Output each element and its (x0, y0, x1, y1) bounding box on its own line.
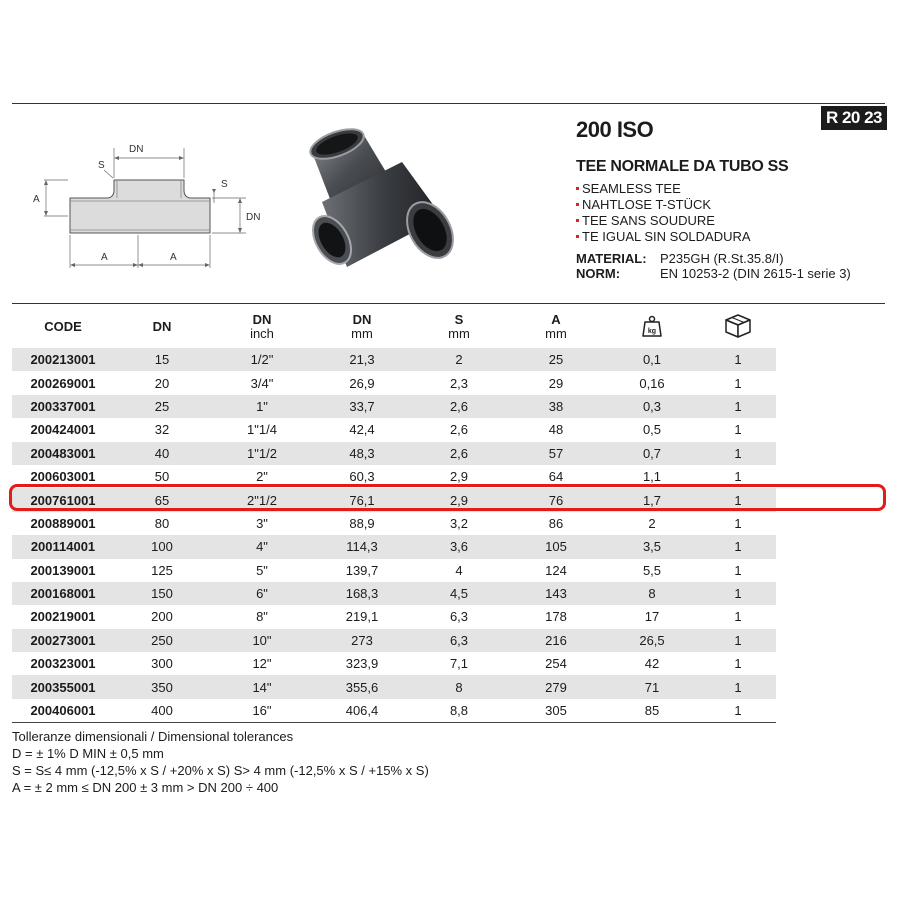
cell-inch: 16" (210, 699, 314, 723)
cell-mm: 323,9 (345, 656, 379, 672)
cell-dn: 250 (114, 629, 210, 652)
cell-inch: 14" (210, 675, 314, 698)
translation-de: NAHTLOSE T-STÜCK (576, 197, 751, 213)
cell-a: 38 (508, 395, 604, 418)
col-s: S mm (448, 312, 470, 341)
cell-a: 279 (508, 675, 604, 698)
cell-a: 124 (545, 562, 567, 578)
translation-en: SEAMLESS TEE (576, 181, 751, 197)
box-icon (723, 313, 753, 339)
cell-a: 105 (508, 535, 604, 558)
translation-es: TE IGUAL SIN SOLDADURA (576, 229, 751, 245)
translation-fr: TEE SANS SOUDURE (576, 213, 751, 229)
col-dn: DN (152, 319, 172, 334)
cell-code: 200406001 (12, 699, 114, 723)
cell-dn: 400 (114, 699, 210, 723)
cell-kg: 3,5 (604, 535, 700, 558)
cell-s: 2,9 (449, 469, 469, 485)
note-d: D = ± 1% D MIN ± 0,5 mm (12, 746, 164, 761)
product-table (12, 306, 776, 723)
highlight-frame (9, 484, 886, 511)
cell-kg: 71 (604, 675, 700, 698)
cell-inch: 2"1/2 (210, 488, 314, 511)
cell-code: 200889001 (30, 515, 96, 531)
cell-a: 57 (508, 442, 604, 465)
cell-s: 2,9 (410, 488, 508, 511)
cell-dn: 200 (151, 609, 173, 625)
cell-kg: 0,16 (639, 375, 665, 391)
cell-s: 2,3 (449, 375, 469, 391)
cell-mm: 168,3 (314, 582, 410, 605)
cell-s: 8 (410, 675, 508, 698)
cell-code: 200761001 (12, 488, 114, 511)
cell-inch: 10" (210, 629, 314, 652)
cell-s: 2,6 (410, 395, 508, 418)
product-subtitle: TEE NORMALE DA TUBO SS (576, 158, 789, 175)
cell-pack: 1 (700, 395, 776, 418)
table-row (12, 675, 776, 698)
cell-inch: 1/2" (210, 348, 314, 371)
cell-s: 6,3 (449, 609, 469, 625)
cell-dn: 150 (114, 582, 210, 605)
svg-text:kg: kg (647, 327, 657, 335)
cell-dn: 20 (154, 375, 170, 391)
cell-kg: 85 (604, 699, 700, 723)
cell-pack: 1 (700, 535, 776, 558)
cell-s: 6,3 (410, 629, 508, 652)
table-row (12, 418, 776, 441)
cell-mm: 219,1 (345, 609, 379, 625)
cell-mm: 273 (314, 629, 410, 652)
kg-weight-icon (642, 315, 662, 337)
cell-inch: 3/4" (250, 375, 274, 391)
table-row (12, 699, 776, 723)
table-row (12, 348, 776, 371)
cell-dn: 40 (114, 442, 210, 465)
cell-s: 4,5 (410, 582, 508, 605)
note-a: A = ± 2 mm ≤ DN 200 ± 3 mm > DN 200 ÷ 400 (12, 780, 279, 795)
col-dn-inch: DN inch (250, 312, 274, 341)
section-divider (12, 303, 885, 304)
cell-kg: 42 (644, 656, 660, 672)
cell-pack: 1 (734, 422, 742, 438)
cell-mm: 48,3 (314, 442, 410, 465)
cell-dn: 125 (151, 562, 173, 578)
cell-pack: 1 (734, 562, 742, 578)
cell-s: 8,8 (410, 699, 508, 723)
cell-pack: 1 (700, 348, 776, 371)
cell-mm: 26,9 (349, 375, 375, 391)
s-top-label: S (98, 160, 105, 171)
top-divider (12, 103, 885, 104)
col-weight (604, 306, 700, 348)
cell-code: 200424001 (30, 422, 96, 438)
cell-kg: 0,1 (604, 348, 700, 371)
cell-kg: 5,5 (642, 562, 662, 578)
cell-pack: 1 (734, 375, 742, 391)
cell-code: 200483001 (12, 442, 114, 465)
cell-a: 76 (508, 488, 604, 511)
cell-a: 48 (548, 422, 564, 438)
cell-dn: 100 (114, 535, 210, 558)
cell-inch: 1"1/2 (210, 442, 314, 465)
a-bottom-right-label: A (170, 252, 177, 263)
cell-mm: 88,9 (349, 515, 375, 531)
cell-kg: 0,3 (604, 395, 700, 418)
cell-mm: 21,3 (314, 348, 410, 371)
cell-code: 200269001 (30, 375, 96, 391)
cell-a: 305 (508, 699, 604, 723)
cell-kg: 1,7 (604, 488, 700, 511)
table-row (12, 605, 776, 628)
cell-kg: 2 (648, 515, 656, 531)
cell-s: 4 (455, 562, 463, 578)
cell-pack: 1 (700, 582, 776, 605)
cell-code: 200168001 (12, 582, 114, 605)
a-left-label: A (33, 194, 40, 205)
cell-code: 200139001 (30, 562, 96, 578)
cell-mm: 33,7 (314, 395, 410, 418)
cell-code: 200323001 (30, 656, 96, 672)
note-s: S = S≤ 4 mm (-12,5% x S / +20% x S) S> 4 mm (-12,5% x S / +15% x S) (12, 763, 429, 778)
table-body (12, 348, 776, 723)
norm-value: EN 10253-2 (DIN 2615-1 serie 3) (660, 266, 851, 281)
cell-dn: 15 (114, 348, 210, 371)
material-value: P235GH (R.St.35.8/I) (660, 251, 784, 266)
norm-label: NORM: (576, 266, 621, 281)
col-dn-mm: DN mm (351, 312, 373, 341)
cell-code: 200337001 (12, 395, 114, 418)
cell-kg: 1,1 (642, 469, 662, 485)
cell-kg: 0,7 (604, 442, 700, 465)
cell-s: 2,6 (410, 442, 508, 465)
table-row (12, 652, 776, 675)
cell-pack: 1 (734, 469, 742, 485)
table-header-row (12, 306, 776, 348)
cell-code: 200114001 (12, 535, 114, 558)
cell-mm: 60,3 (349, 469, 375, 485)
cell-inch: 6" (210, 582, 314, 605)
cell-dn: 80 (154, 515, 170, 531)
cell-s: 2,6 (449, 422, 469, 438)
cell-s: 2 (410, 348, 508, 371)
cell-s: 3,2 (449, 515, 469, 531)
cell-dn: 50 (154, 469, 170, 485)
cell-code: 200213001 (12, 348, 114, 371)
col-a: A mm (545, 312, 567, 341)
cell-pack: 1 (700, 629, 776, 652)
cell-s: 3,6 (410, 535, 508, 558)
cell-inch: 1" (210, 395, 314, 418)
cell-kg: 8 (604, 582, 700, 605)
cell-code: 200219001 (30, 609, 96, 625)
a-bottom-left-label: A (101, 252, 108, 263)
cell-pack: 1 (734, 515, 742, 531)
table-row (12, 582, 776, 605)
cell-dn: 350 (114, 675, 210, 698)
cell-a: 64 (548, 469, 564, 485)
dn-top-label: DN (129, 144, 144, 155)
cell-kg: 17 (644, 609, 660, 625)
cell-mm: 114,3 (314, 535, 410, 558)
cell-pack: 1 (700, 488, 776, 511)
cell-a: 143 (508, 582, 604, 605)
cell-s: 7,1 (449, 656, 469, 672)
cell-kg: 0,5 (642, 422, 662, 438)
cell-a: 216 (508, 629, 604, 652)
dn-right-label: DN (246, 212, 261, 223)
s-right-label: S (221, 179, 228, 190)
cell-code: 200273001 (12, 629, 114, 652)
catalog-badge: R 20 23 (821, 106, 887, 130)
cell-inch: 12" (252, 656, 272, 672)
cell-kg: 26,5 (604, 629, 700, 652)
cell-pack: 1 (700, 699, 776, 723)
table-row (12, 629, 776, 652)
cell-dn: 32 (154, 422, 170, 438)
cell-dn: 300 (151, 656, 173, 672)
table-row (12, 371, 776, 394)
cell-inch: 1"1/4 (247, 422, 277, 438)
cell-dn: 25 (114, 395, 210, 418)
cell-mm: 42,4 (349, 422, 375, 438)
cell-inch: 8" (256, 609, 268, 625)
cell-mm: 76,1 (314, 488, 410, 511)
table-row (12, 395, 776, 418)
cell-mm: 406,4 (314, 699, 410, 723)
col-code: CODE (44, 319, 82, 334)
notes-heading: Tolleranze dimensionali / Dimensional tolerances (12, 729, 294, 744)
table-row (12, 535, 776, 558)
cell-a: 25 (508, 348, 604, 371)
cell-pack: 1 (734, 609, 742, 625)
cell-a: 178 (545, 609, 567, 625)
tee-fitting-photo (292, 122, 472, 282)
table-row (12, 559, 776, 582)
col-pack (700, 306, 776, 348)
tee-dimension-diagram (24, 138, 274, 273)
cell-mm: 355,6 (314, 675, 410, 698)
cell-inch: 2" (256, 469, 268, 485)
material-label: MATERIAL: (576, 251, 647, 266)
cell-a: 254 (545, 656, 567, 672)
translation-list (576, 181, 751, 245)
cell-inch: 4" (210, 535, 314, 558)
tolerance-notes (12, 728, 429, 796)
cell-pack: 1 (734, 656, 742, 672)
cell-code: 200355001 (12, 675, 114, 698)
product-title: 200 ISO (576, 117, 654, 142)
table-row (12, 442, 776, 465)
cell-a: 29 (548, 375, 564, 391)
cell-dn: 65 (114, 488, 210, 511)
cell-pack: 1 (700, 442, 776, 465)
cell-mm: 139,7 (345, 562, 379, 578)
cell-inch: 5" (256, 562, 268, 578)
table-row (12, 512, 776, 535)
cell-pack: 1 (700, 675, 776, 698)
cell-inch: 3" (256, 515, 268, 531)
cell-a: 86 (548, 515, 564, 531)
cell-code: 200603001 (30, 469, 96, 485)
